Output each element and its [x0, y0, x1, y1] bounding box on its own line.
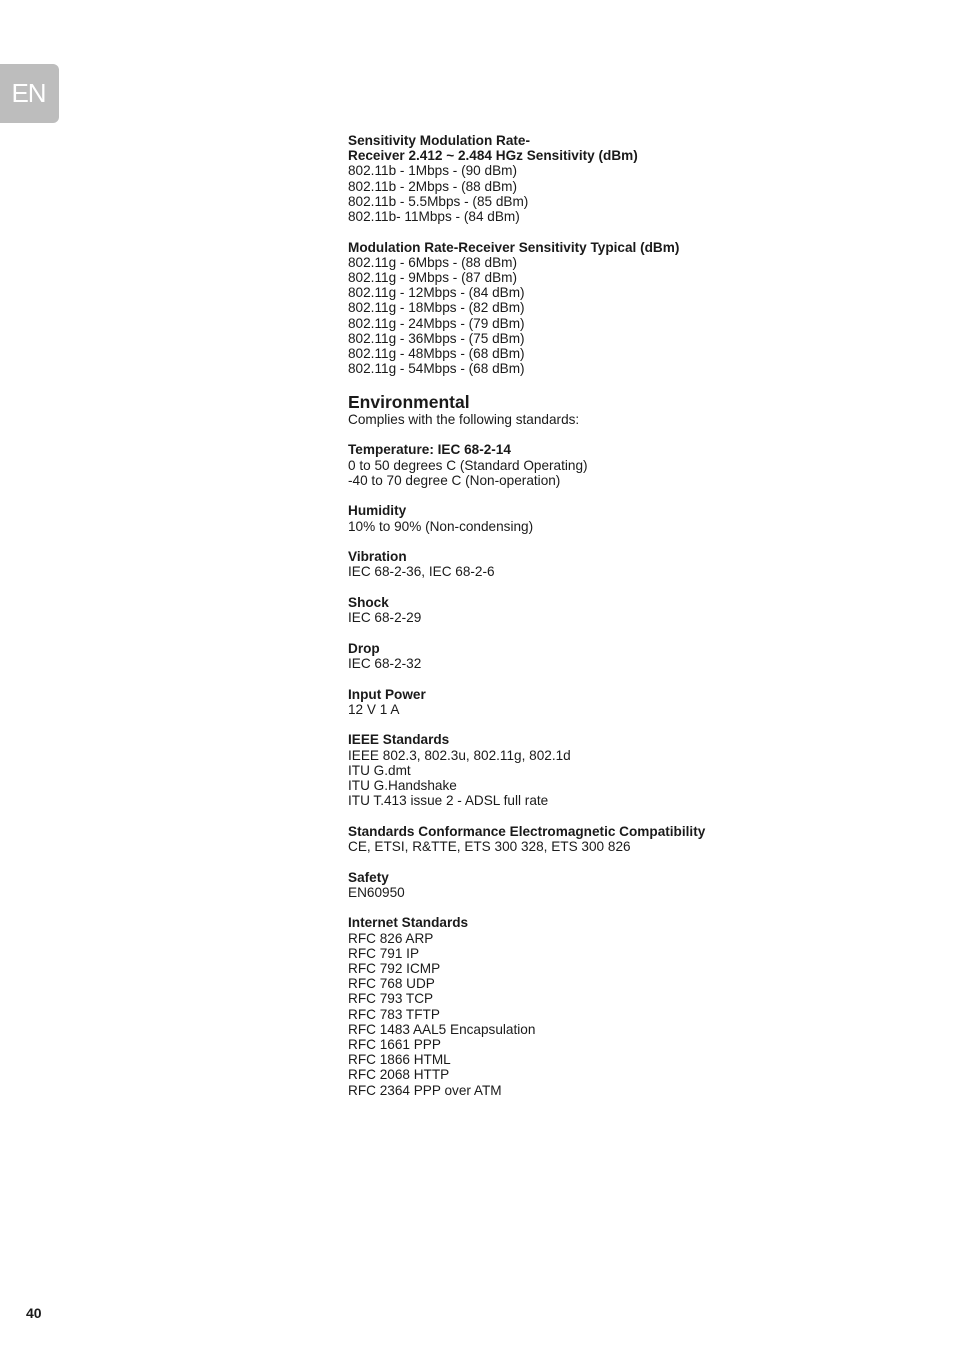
- spec-line: RFC 2068 HTTP: [348, 1067, 450, 1083]
- spec-block-internet-standards: [348, 915, 928, 1097]
- spec-block-humidity: [348, 503, 928, 533]
- spec-block-temperature-iec-68-2-14: [348, 442, 928, 488]
- spec-line: RFC 1483 AAL5 Encapsulation: [348, 1021, 536, 1037]
- section-title-environmental: Environmental: [348, 391, 470, 412]
- spec-line: 802.11g - 24Mbps - (79 dBm): [348, 315, 525, 331]
- radio-sensitivity-section: [348, 133, 928, 376]
- spec-line: IEEE 802.3, 802.3u, 802.11g, 802.1d: [348, 747, 571, 763]
- environmental-section: [348, 442, 928, 1097]
- spec-line: IEC 68-2-36, IEC 68-2-6: [348, 564, 495, 580]
- spec-line: -40 to 70 degree C (Non-operation): [348, 472, 561, 488]
- spec-line: RFC 2364 PPP over ATM: [348, 1082, 502, 1098]
- spec-line: 802.11b - 2Mbps - (88 dBm): [348, 178, 517, 194]
- language-tab: EN: [0, 64, 59, 123]
- spec-heading: Temperature: IEC 68-2-14: [348, 442, 511, 458]
- spec-line: IEC 68-2-29: [348, 610, 422, 626]
- spec-line: RFC 768 UDP: [348, 976, 435, 992]
- spec-line: 802.11g - 48Mbps - (68 dBm): [348, 346, 525, 362]
- spec-line: 802.11b- 11Mbps - (84 dBm): [348, 209, 520, 225]
- spec-line: 802.11g - 9Mbps - (87 dBm): [348, 270, 517, 286]
- spec-line: CE, ETSI, R&TTE, ETS 300 328, ETS 300 826: [348, 839, 631, 855]
- spec-block-ieee-standards: [348, 732, 928, 808]
- spec-heading: Standards Conformance Electromagnetic Compatibility: [348, 823, 706, 839]
- spec-line: 802.11b - 5.5Mbps - (85 dBm): [348, 193, 529, 209]
- spec-line: RFC 792 ICMP: [348, 961, 441, 977]
- spec-line: ITU G.Handshake: [348, 778, 457, 794]
- spec-line: EN60950: [348, 884, 405, 900]
- spec-line: ITU T.413 issue 2 - ADSL full rate: [348, 793, 549, 809]
- spec-line: RFC 783 TFTP: [348, 1006, 440, 1022]
- spec-block-shock: [348, 595, 928, 625]
- spec-content: [348, 133, 928, 1113]
- spec-block-modulation-rate-receiver-sensitivity-typ: [348, 240, 928, 377]
- spec-block-input-power: [348, 687, 928, 717]
- spec-block-sensitivity-modulation-rate: [348, 133, 928, 224]
- spec-line: RFC 791 IP: [348, 945, 420, 961]
- spec-line: IEC 68-2-32: [348, 656, 422, 672]
- spec-line: 12 V 1 A: [348, 701, 400, 717]
- spec-heading: IEEE Standards: [348, 732, 450, 748]
- spec-heading: Shock: [348, 595, 389, 611]
- spec-line: 802.11g - 36Mbps - (75 dBm): [348, 330, 525, 346]
- spec-heading: Modulation Rate-Receiver Sensitivity Typical (dBm): [348, 239, 680, 255]
- spec-line: RFC 826 ARP: [348, 930, 434, 946]
- spec-line: ITU G.dmt: [348, 762, 411, 778]
- spec-line: 802.11g - 12Mbps - (84 dBm): [348, 285, 525, 301]
- spec-heading: Sensitivity Modulation Rate-: [348, 133, 531, 148]
- spec-heading: Input Power: [348, 686, 426, 702]
- section-intro: Complies with the following standards:: [348, 411, 580, 427]
- spec-block-standards-conformance-electromagnetic-co: [348, 824, 928, 854]
- spec-line: RFC 793 TCP: [348, 991, 434, 1007]
- spec-heading: Vibration: [348, 549, 407, 565]
- spec-heading: Safety: [348, 869, 389, 885]
- spec-line: 802.11g - 54Mbps - (68 dBm): [348, 361, 525, 377]
- spec-line: 802.11b - 1Mbps - (90 dBm): [348, 163, 517, 179]
- spec-line: 10% to 90% (Non-condensing): [348, 518, 534, 534]
- spec-heading: Humidity: [348, 503, 407, 519]
- spec-block-drop: [348, 641, 928, 671]
- spec-line: 802.11g - 6Mbps - (88 dBm): [348, 254, 517, 270]
- spec-line: RFC 1866 HTML: [348, 1052, 451, 1068]
- spec-line: 802.11g - 18Mbps - (82 dBm): [348, 300, 525, 316]
- page-number: 40: [26, 1305, 42, 1321]
- spec-heading: Receiver 2.412 ~ 2.484 HGz Sensitivity (dBm): [348, 148, 638, 164]
- spec-heading: Internet Standards: [348, 915, 469, 931]
- spec-heading: Drop: [348, 640, 380, 656]
- spec-line: RFC 1661 PPP: [348, 1037, 441, 1053]
- spec-line: 0 to 50 degrees C (Standard Operating): [348, 457, 588, 473]
- spec-block-safety: [348, 870, 928, 900]
- spec-block-vibration: [348, 549, 928, 579]
